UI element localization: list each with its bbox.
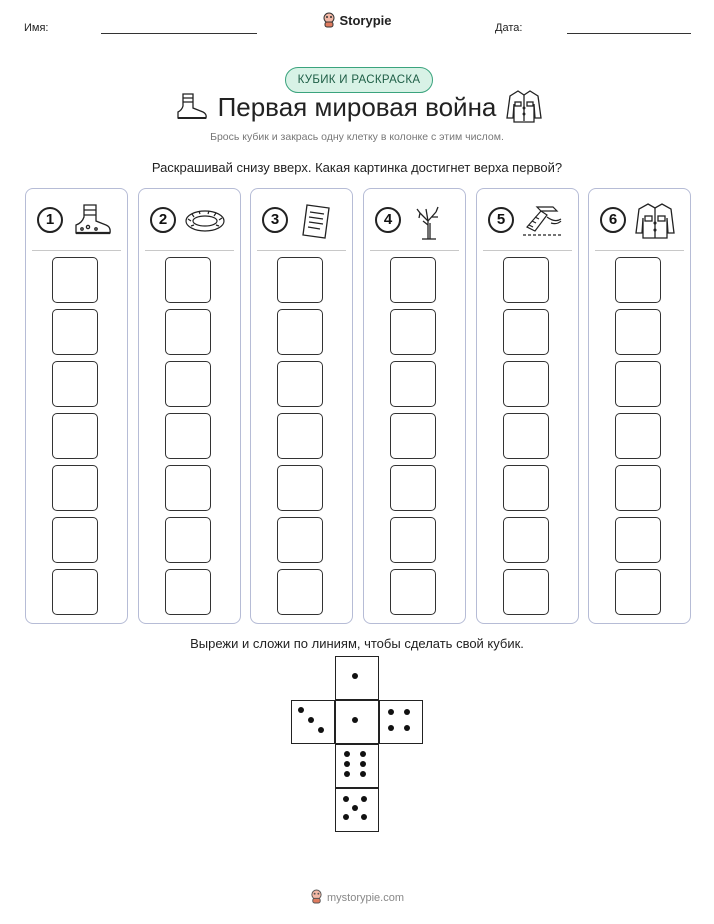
page-title: Первая мировая война	[217, 92, 497, 122]
column-divider	[257, 250, 346, 251]
date-line[interactable]	[567, 33, 691, 34]
column-divider	[370, 250, 459, 251]
column-number: 3	[262, 207, 288, 233]
die-face	[335, 788, 379, 832]
die-face	[335, 700, 379, 744]
die-pip	[361, 796, 367, 802]
color-cell[interactable]	[615, 361, 661, 407]
die-pip	[360, 761, 366, 767]
color-cell[interactable]	[390, 517, 436, 563]
color-cell[interactable]	[615, 257, 661, 303]
date-label: Дата:	[495, 22, 523, 34]
color-cell[interactable]	[165, 257, 211, 303]
color-cell[interactable]	[52, 413, 98, 459]
activity-badge: КУБИК И РАСКРАСКА	[285, 67, 433, 93]
color-cell[interactable]	[390, 413, 436, 459]
wreath-icon	[183, 201, 227, 241]
column-number: 5	[488, 207, 514, 233]
color-cell[interactable]	[165, 569, 211, 615]
die-pip	[352, 805, 358, 811]
color-cell[interactable]	[503, 413, 549, 459]
letter-icon	[295, 201, 339, 241]
die-pip	[318, 727, 324, 733]
color-cell[interactable]	[52, 361, 98, 407]
column-1	[25, 188, 128, 624]
die-face	[291, 700, 335, 744]
color-cell[interactable]	[277, 465, 323, 511]
color-cell[interactable]	[277, 257, 323, 303]
die-pip	[344, 751, 350, 757]
color-cell[interactable]	[277, 569, 323, 615]
instruction: Раскрашивай снизу вверх. Какая картинка достигнет верха первой?	[151, 160, 563, 175]
die-pip	[361, 814, 367, 820]
column-number: 4	[375, 207, 401, 233]
color-cell[interactable]	[615, 465, 661, 511]
column-3	[250, 188, 353, 624]
die-pip	[352, 673, 358, 679]
column-4	[363, 188, 466, 624]
die-pip	[298, 707, 304, 713]
color-cell[interactable]	[503, 257, 549, 303]
die-pip	[343, 814, 349, 820]
die-face	[335, 744, 379, 788]
die-pip	[343, 796, 349, 802]
die-pip	[308, 717, 314, 723]
color-cell[interactable]	[277, 517, 323, 563]
color-cell[interactable]	[615, 413, 661, 459]
column-number: 6	[600, 207, 626, 233]
color-cell[interactable]	[390, 361, 436, 407]
color-cell[interactable]	[165, 465, 211, 511]
column-divider	[32, 250, 121, 251]
color-cell[interactable]	[52, 257, 98, 303]
color-cell[interactable]	[503, 517, 549, 563]
column-divider	[483, 250, 572, 251]
color-cell[interactable]	[52, 569, 98, 615]
footer-link[interactable]: mystorypie.com	[326, 891, 405, 904]
color-cell[interactable]	[277, 309, 323, 355]
color-cell[interactable]	[390, 465, 436, 511]
brand-name: Storypie	[339, 12, 392, 28]
color-cell[interactable]	[52, 309, 98, 355]
name-label: Имя:	[24, 22, 49, 34]
die-pip	[360, 751, 366, 757]
die-pip	[352, 717, 358, 723]
die-pip	[344, 771, 350, 777]
color-cell[interactable]	[615, 309, 661, 355]
column-divider	[595, 250, 684, 251]
column-number: 1	[37, 207, 63, 233]
column-2	[138, 188, 241, 624]
color-cell[interactable]	[277, 413, 323, 459]
boot-icon	[70, 201, 114, 241]
column-number: 2	[150, 207, 176, 233]
color-cell[interactable]	[390, 257, 436, 303]
column-6	[588, 188, 691, 624]
footer	[0, 889, 714, 907]
color-cell[interactable]	[52, 465, 98, 511]
subtitle: Брось кубик и закрась одну клетку в колонке с этим числом.	[210, 131, 504, 143]
military-jacket-icon	[633, 201, 677, 241]
jacket-title-icon	[505, 88, 543, 124]
die-face	[379, 700, 423, 744]
color-cell[interactable]	[503, 569, 549, 615]
storypie-mascot-icon	[322, 12, 336, 31]
die-pip	[344, 761, 350, 767]
column-5	[476, 188, 579, 624]
name-line[interactable]	[101, 33, 257, 34]
die-face	[335, 656, 379, 700]
color-cell[interactable]	[165, 517, 211, 563]
die-pip	[360, 771, 366, 777]
bare-tree-icon	[408, 201, 452, 241]
die-pip	[404, 709, 410, 715]
storypie-mascot-icon	[310, 889, 323, 907]
color-cell[interactable]	[503, 465, 549, 511]
color-cell[interactable]	[165, 413, 211, 459]
color-cell[interactable]	[390, 309, 436, 355]
trench-icon	[521, 201, 565, 241]
color-cell[interactable]	[503, 361, 549, 407]
die-pip	[388, 725, 394, 731]
color-cell[interactable]	[165, 309, 211, 355]
brand-logo	[0, 12, 714, 31]
die-pip	[404, 725, 410, 731]
color-cell[interactable]	[52, 517, 98, 563]
color-cell[interactable]	[165, 361, 211, 407]
color-cell[interactable]	[277, 361, 323, 407]
color-cell[interactable]	[503, 309, 549, 355]
die-pip	[388, 709, 394, 715]
color-cell[interactable]	[615, 517, 661, 563]
cut-instruction: Вырежи и сложи по линиям, чтобы сделать свой кубик.	[190, 636, 524, 651]
column-divider	[145, 250, 234, 251]
color-cell[interactable]	[615, 569, 661, 615]
color-cell[interactable]	[390, 569, 436, 615]
